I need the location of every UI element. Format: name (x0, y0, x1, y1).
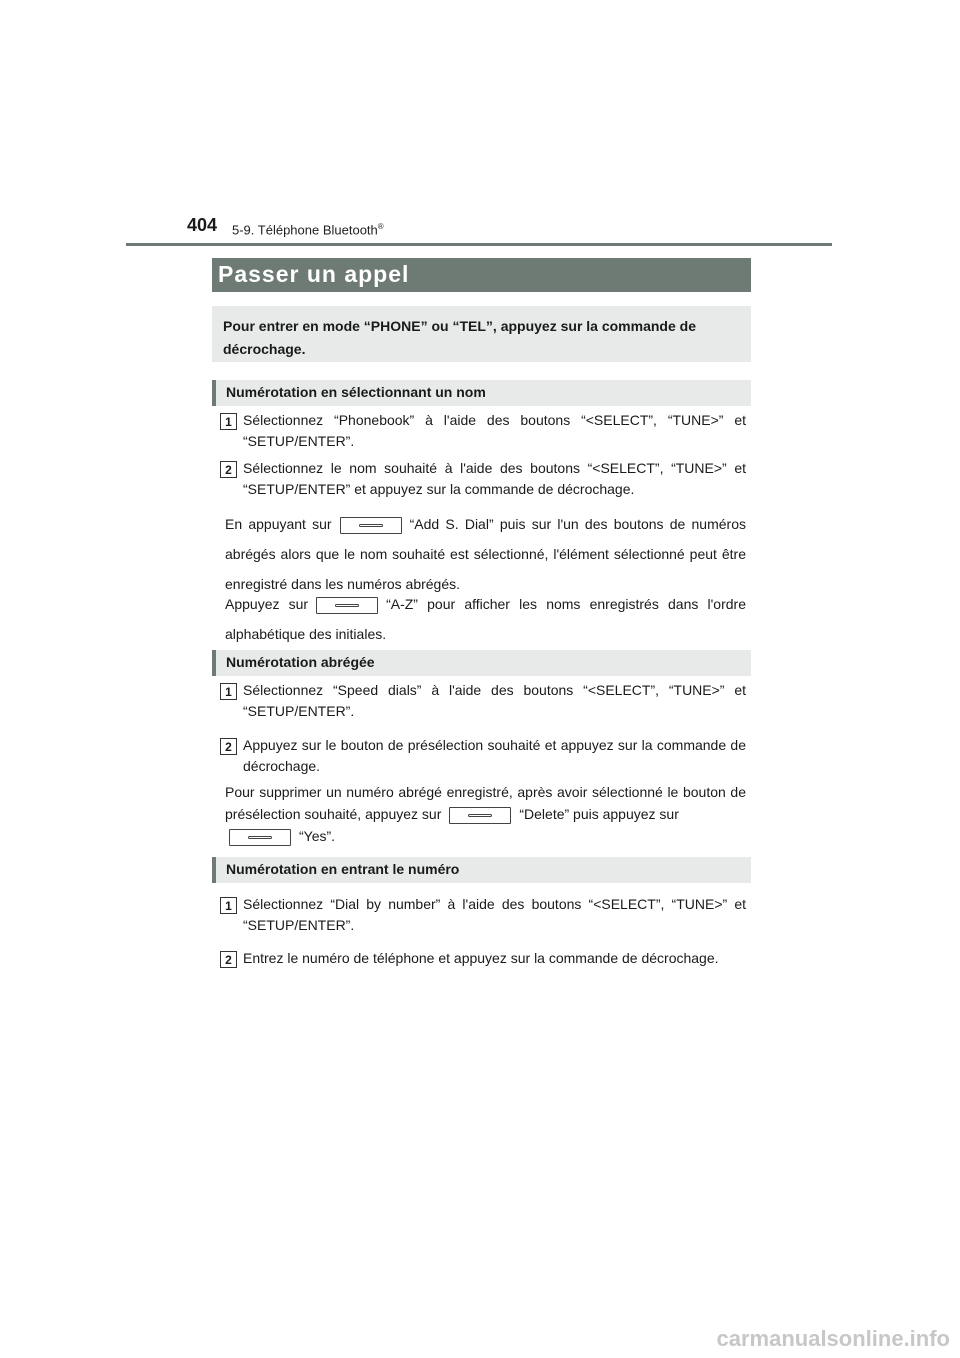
subsection-heading: Numérotation en sélectionnant un nom (212, 380, 751, 406)
step-number: 2 (220, 951, 237, 968)
note-text: Pour supprimer un numéro abrégé enregistré, après avoir sélectionné le bouton de présélection souhaité, appuyez sur “Delete” puis appuyez sur “Yes”. (225, 784, 746, 844)
page-title: Passer un appel (218, 261, 410, 287)
menu-button-icon (449, 807, 511, 824)
page-number: 404 (187, 215, 218, 235)
step-text: Sélectionnez “Phonebook” à l'aide des boutons “<SELECT”, “TUNE>” et “SETUP/ENTER”. (243, 412, 746, 449)
section-title: 5-9. Téléphone Bluetooth® (232, 222, 384, 238)
header-rule (126, 243, 832, 246)
step-text: Sélectionnez “Dial by number” à l'aide des boutons “<SELECT”, “TUNE>” et “SETUP/ENTER”. (243, 896, 746, 933)
step-text: Entrez le numéro de téléphone et appuyez sur la commande de décrochage. (243, 950, 719, 966)
step-text: Sélectionnez le nom souhaité à l'aide des boutons “<SELECT”, “TUNE>” et “SETUP/ENTER” et appuyez sur la commande de décrochage. (243, 460, 746, 497)
step-number: 2 (220, 461, 237, 478)
step-text: Appuyez sur le bouton de présélection souhaité et appuyez sur la commande de décrochage. (243, 737, 746, 774)
menu-button-icon (340, 517, 402, 534)
step-number: 1 (220, 683, 237, 700)
step-text: Sélectionnez “Speed dials” à l'aide des boutons “<SELECT”, “TUNE>” et “SETUP/ENTER”. (243, 682, 746, 719)
step-number: 2 (220, 738, 237, 755)
watermark: carmanualsonline.info (716, 1326, 950, 1351)
subsection-heading: Numérotation abrégée (212, 650, 751, 676)
page-title-bar (212, 258, 751, 292)
subsection-heading: Numérotation en entrant le numéro (212, 857, 751, 883)
note-text: Appuyez sur “A-Z” pour afficher les noms enregistrés dans l'ordre alphabétique des initiales. (225, 596, 746, 642)
step-number: 1 (220, 897, 237, 914)
note-text: En appuyant sur “Add S. Dial” puis sur l'un des boutons de numéros abrégés alors que le nom souhaité est sélectionné, l'élément sélectionné peut être enregistré dans les numéros abrégés. (225, 516, 746, 592)
step-number: 1 (220, 413, 237, 430)
menu-button-icon (316, 597, 378, 614)
intro-text: Pour entrer en mode “PHONE” ou “TEL”, appuyez sur la commande de décrochage. (223, 318, 696, 357)
menu-button-icon (229, 829, 291, 846)
intro-box (212, 306, 751, 362)
